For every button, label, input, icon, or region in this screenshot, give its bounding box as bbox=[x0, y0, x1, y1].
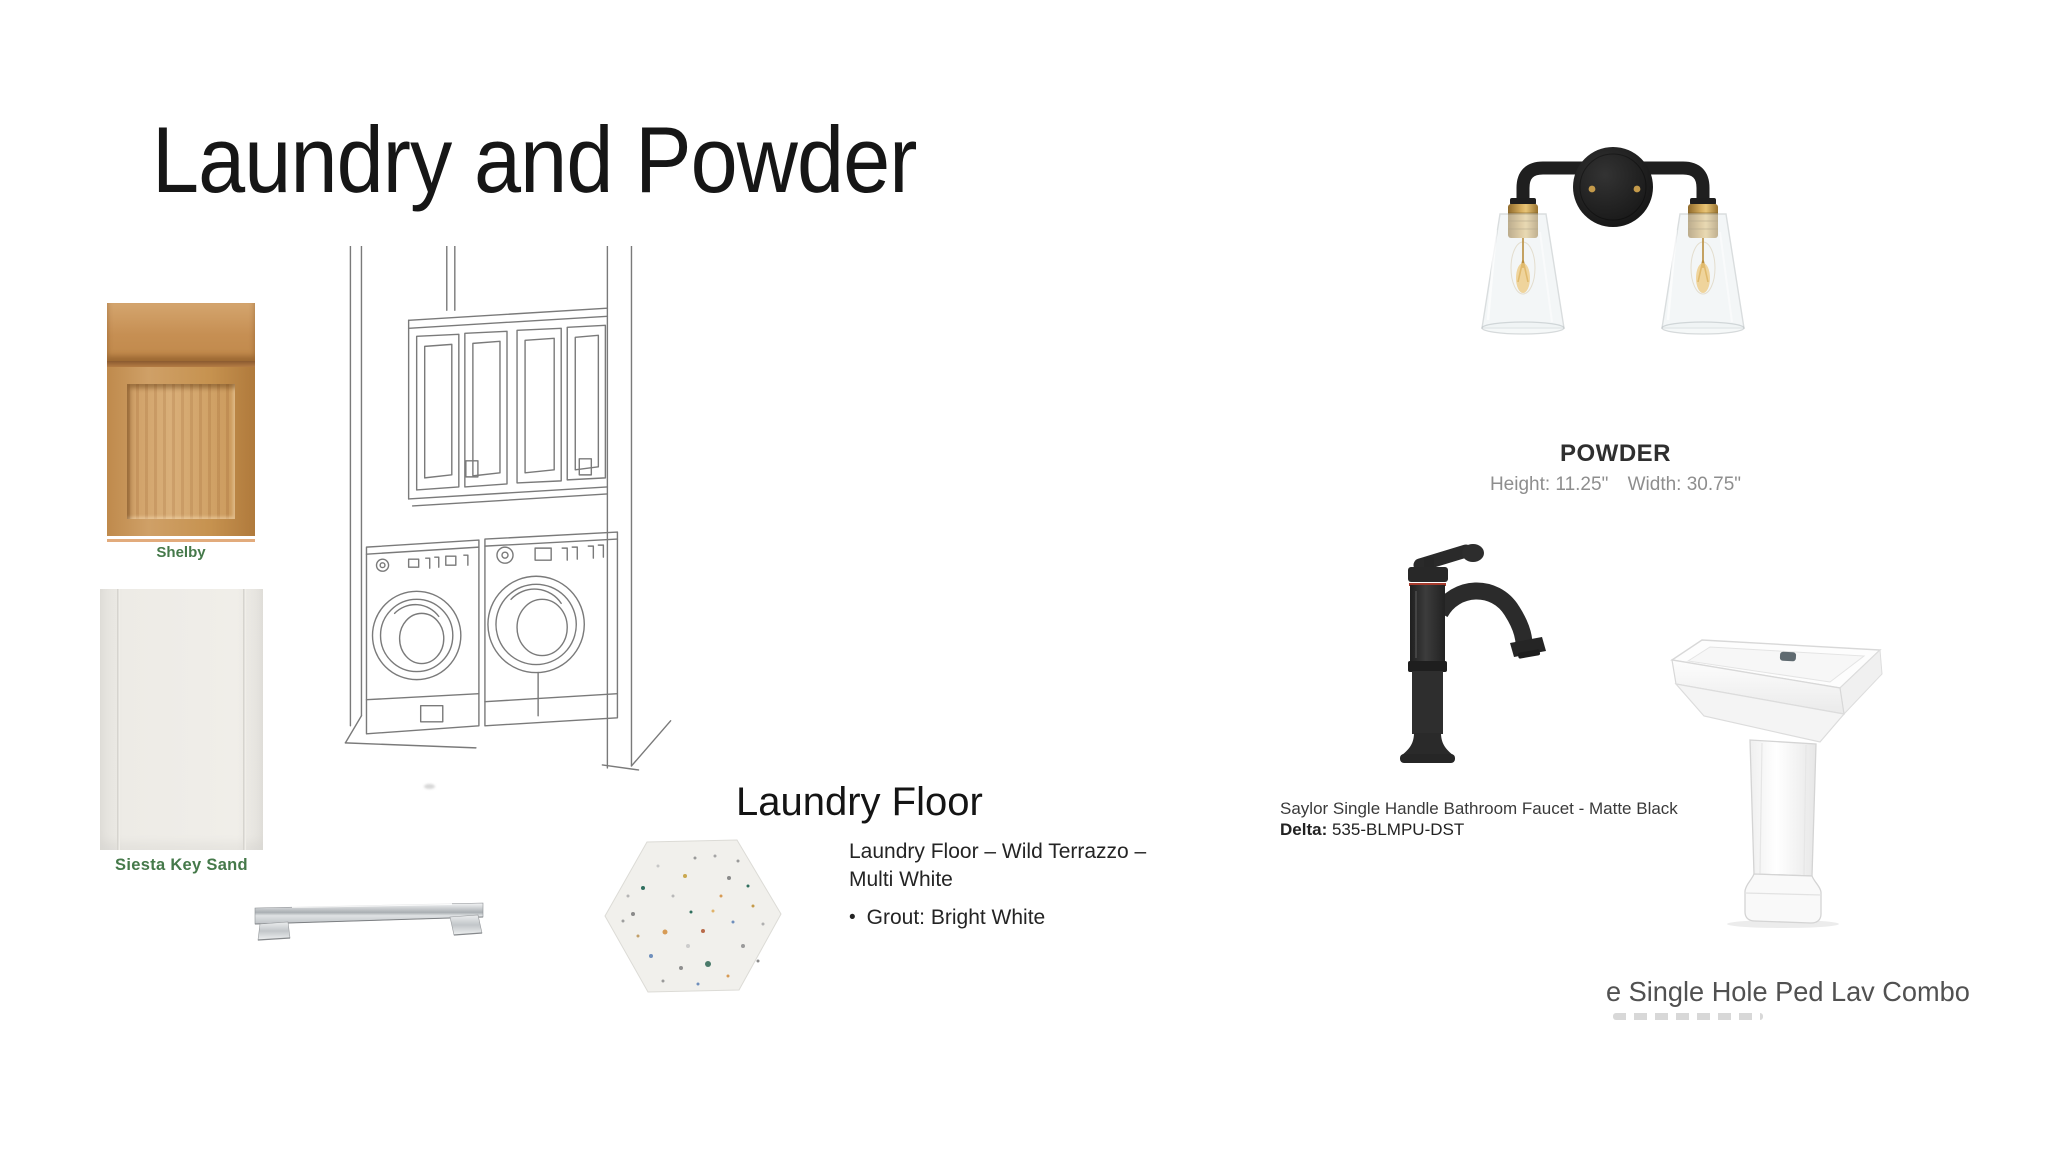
cabinet-pull-image bbox=[252, 898, 487, 943]
sink-caption-clipped-line bbox=[1613, 1013, 1763, 1020]
grout-spec: Grout: Bright White bbox=[866, 906, 1046, 929]
bullet-glyph: • bbox=[849, 907, 856, 928]
vanity-light-image bbox=[1468, 140, 1763, 340]
page-title: Laundry and Powder bbox=[152, 107, 917, 212]
siesta-key-sand-label: Siesta Key Sand bbox=[115, 856, 248, 874]
faucet-brand: Delta: bbox=[1280, 820, 1328, 839]
sketch-smudge bbox=[424, 784, 435, 789]
shelby-door-image bbox=[107, 303, 255, 539]
powder-heading: POWDER bbox=[1560, 440, 1671, 467]
plate-screw bbox=[1634, 186, 1641, 193]
siesta-groove bbox=[117, 589, 120, 850]
faucet-caption bbox=[1280, 798, 1710, 840]
faucet-image bbox=[1400, 543, 1550, 765]
laundry-floor-heading: Laundry Floor bbox=[736, 780, 983, 824]
siesta-groove bbox=[243, 589, 246, 850]
shelby-label: Shelby bbox=[156, 544, 206, 561]
laundry-floor-desc-line2: Multi White bbox=[849, 868, 953, 891]
grout-bullet-row bbox=[849, 904, 1179, 932]
laundry-floor-description bbox=[849, 838, 1179, 932]
plate-screw bbox=[1589, 186, 1596, 193]
pedestal-sink-image bbox=[1668, 630, 1890, 930]
powder-dimensions bbox=[1458, 474, 1773, 496]
powder-section bbox=[1458, 440, 1773, 496]
shelby-bottom-edge bbox=[107, 539, 255, 542]
siesta-key-sand-door-image bbox=[100, 589, 263, 850]
faucet-caption-line1: Saylor Single Handle Bathroom Faucet - Matte Black bbox=[1280, 799, 1678, 818]
shelby-door-frame bbox=[107, 367, 255, 536]
laundry-floor-desc-line1: Laundry Floor – Wild Terrazzo – bbox=[849, 840, 1147, 863]
powder-height: Height: 11.25" bbox=[1489, 474, 1609, 495]
terrazzo-hex-tile-image bbox=[603, 836, 783, 996]
laundry-room-sketch-image bbox=[338, 246, 672, 778]
shelby-drawer-front bbox=[107, 303, 255, 361]
faucet-model-number: 535-BLMPU-DST bbox=[1331, 820, 1465, 839]
sink-caption: e Single Hole Ped Lav Combo bbox=[1606, 976, 1970, 1007]
faucet-model-line bbox=[1280, 819, 1710, 840]
shelby-door-panel bbox=[127, 384, 235, 519]
powder-width: Width: 30.75" bbox=[1627, 474, 1742, 495]
